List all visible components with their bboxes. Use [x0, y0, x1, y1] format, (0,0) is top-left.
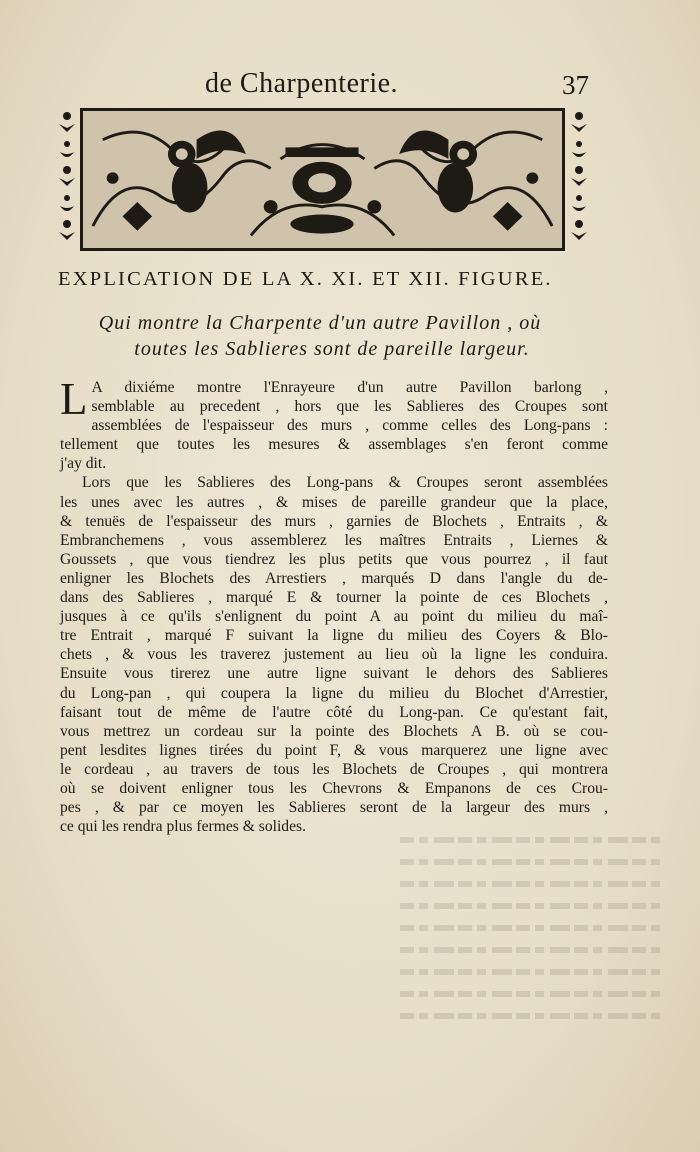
body-line: pent lesdites lignes tirées du point F, & vous marquerez une ligne avec: [60, 741, 608, 759]
woodcut-headpiece: [80, 108, 565, 251]
floral-border-left: [56, 108, 78, 248]
body-text: [60, 374, 608, 836]
body-line: Lors que les Sablieres des Long-pans & Croupes seront assemblées: [82, 474, 608, 492]
floral-border-right: [568, 108, 590, 248]
running-title: de Charpenterie.: [205, 68, 399, 99]
body-line: le cordeau , au travers de tous les Blochets de Croupes , qui montrera: [60, 760, 608, 778]
body-line: enligner les Blochets des Arrestiers , marqués D dans l'angle du de-: [60, 569, 608, 587]
page-number: 37: [562, 70, 589, 100]
body-line: Goussets , que vous tiendrez les plus petits que vous pourrez , il faut: [60, 550, 608, 568]
body-line: tellement que toutes les mesures & assemblages s'en feront comme: [60, 436, 608, 454]
body-line: faisant tout de même de l'autre côté du Long-pan. Ce qu'estant fait,: [60, 703, 608, 721]
body-line: dans des Sablieres , marqué E & tourner la pointe de ces Blochets ,: [60, 589, 608, 607]
body-line: pes , & par ce moyen les Sablieres seront de la largeur des murs ,: [60, 799, 608, 817]
body-line: ce qui les rendra plus fermes & solides.: [60, 818, 306, 836]
body-line: Embranchemens , vous assemblerez les maîtres Entraits , Liernes &: [60, 531, 608, 549]
body-line: jusques à ce qu'ils s'enlignent du point A au point du milieu du maî-: [60, 608, 608, 626]
body-line: Ensuite vous tirerez une autre ligne suivant le dehors des Sablieres: [60, 665, 608, 683]
body-line: tre Entrait , marqué F suivant la ligne du milieu des Coyers & Blo-: [60, 627, 608, 645]
body-line: du Long-pan , qui coupera la ligne du milieu du Blochet d'Arrestier,: [60, 684, 608, 702]
body-line: où se doivent enligner tous les Chevrons & Empanons de ces Crou-: [60, 779, 608, 797]
subtitle-line-1: Qui montre la Charpente d'un autre Pavillon , où: [98, 312, 542, 334]
body-line: chets , & vous les traverez justement au lieu où la ligne les conduira.: [60, 646, 608, 664]
body-line: j'ay dit.: [60, 455, 107, 473]
drop-cap: L: [60, 374, 88, 424]
section-heading: EXPLICATION DE LA X. XI. ET XII. FIGURE.: [58, 268, 553, 290]
body-line: A dixiéme montre l'Enrayeure d'un autre Pavillon barlong ,: [91, 379, 608, 396]
subtitle-line-2: toutes les Sablieres sont de pareille largeur.: [134, 338, 530, 360]
body-line: vous mettrez un cordeau sur la pointe des Blochets A B. où se cou-: [60, 722, 608, 740]
body-line: & tenuës de l'espaisseur des murs , garnies de Blochets , Entraits , &: [60, 512, 608, 530]
show-through-texture: [400, 830, 670, 1070]
body-line: semblable au precedent , hors que les Sablieres des Croupes sont: [91, 398, 608, 416]
body-line: les unes avec les autres , & mises de pareille grandeur que la place,: [60, 493, 608, 511]
body-line: assemblées de l'espaisseur des murs , comme celles des Long-pans :: [91, 417, 608, 435]
